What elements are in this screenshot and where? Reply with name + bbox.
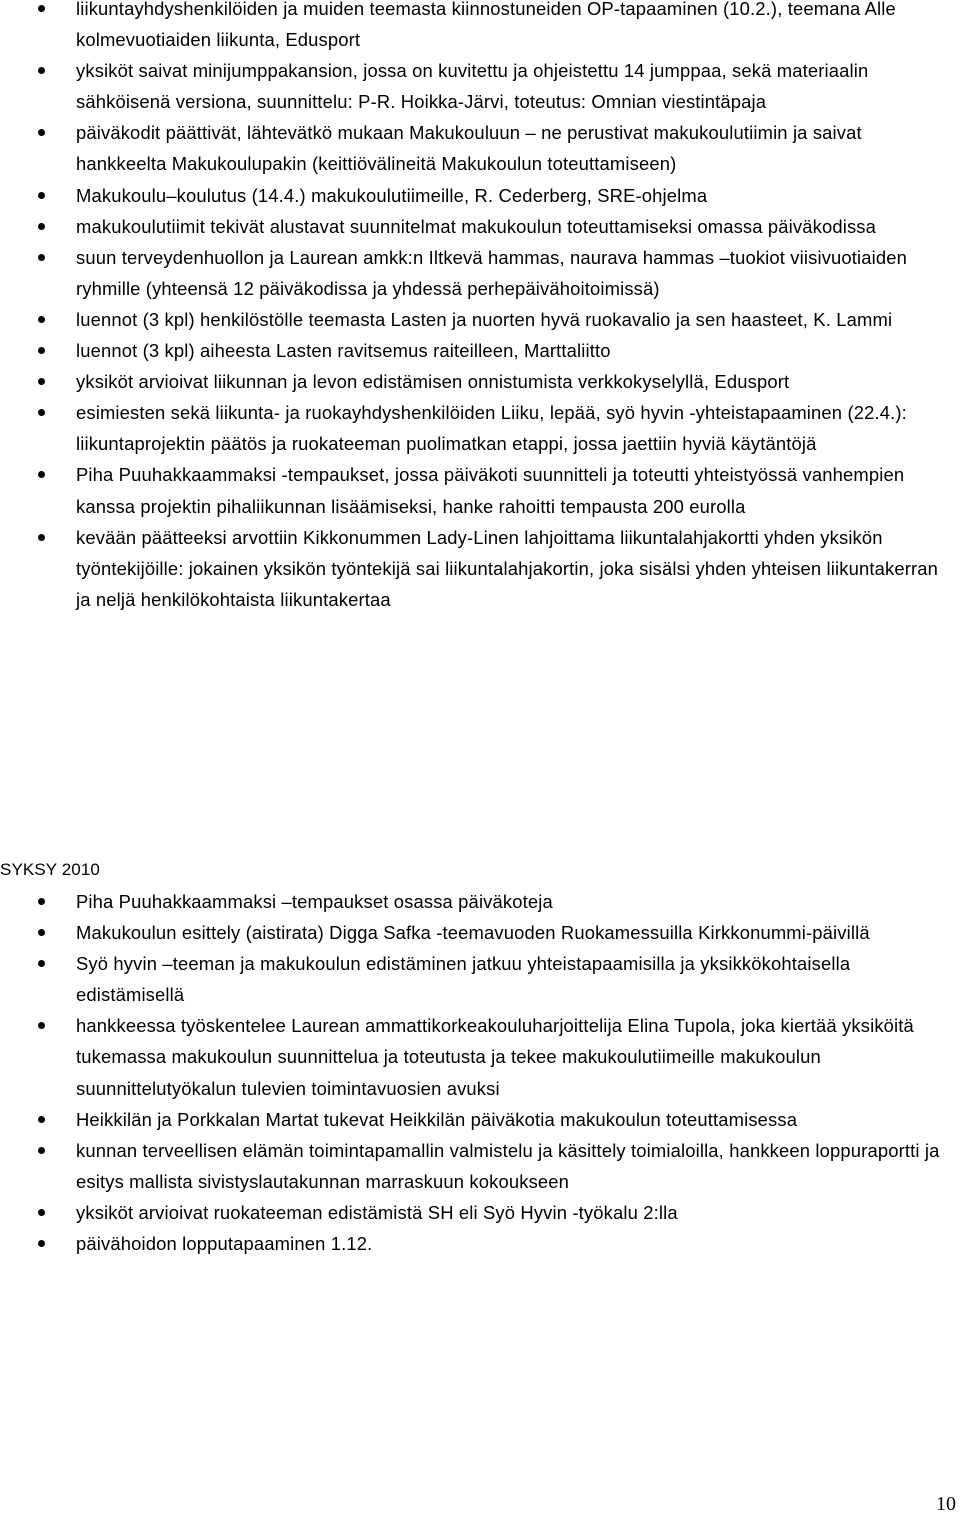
list-item-text: päivähoidon lopputapaaminen 1.12. <box>76 1233 373 1255</box>
list-item-text: Makukoulun esittely (aistirata) Digga Safka -teemavuoden Ruokamessuilla Kirkkonummi-päivillä <box>76 922 870 944</box>
list-item-text: kevään päätteeksi arvottiin Kikkonummen Lady-Linen lahjoittama liikuntalahjakortti yhden yksikön työntekijöille: jokainen yksikön työntekijä sai liikuntalahjakortin, joka sisälsi yhden yhteisen liikuntakerran ja neljä henkilökohtaista liikuntakertaa <box>76 526 939 610</box>
list-item <box>0 397 958 459</box>
list-item-text: liikuntayhdyshenkilöiden ja muiden teemasta kiinnostuneiden OP-tapaaminen (10.2.), teemana Alle kolmevuotiaiden liikunta, Edusport <box>76 0 896 51</box>
bullet-icon <box>38 1147 45 1154</box>
list-item-text: Syö hyvin –teeman ja makukoulun edistäminen jatkuu yhteistapaamisilla ja yksikkökohtaisella edistämisellä <box>76 953 851 1006</box>
list-item-text: luennot (3 kpl) henkilöstölle teemasta Lasten ja nuorten hyvä ruokavalio ja sen haasteet, K. Lammi <box>76 308 893 330</box>
bullet-icon <box>38 409 45 416</box>
list-item <box>0 459 958 521</box>
bullet-icon <box>38 254 45 261</box>
section-heading-autumn: SYKSY 2010 <box>0 860 100 879</box>
page-number: 10 <box>936 1493 956 1515</box>
bullet-icon <box>38 316 45 323</box>
list-item-text: hankkeessa työskentelee Laurean ammattikorkeakouluharjoittelija Elina Tupola, joka kiertää yksiköitä tukemassa makukoulun suunnittelua ja toteutusta ja tekee makukoulutiimeille makukoulun suunnittelutyökalun tulevien toimintavuosien avuksi <box>76 1015 914 1099</box>
spring-activities-list <box>0 0 958 615</box>
list-item <box>0 335 958 366</box>
bullet-icon <box>38 960 45 967</box>
bullet-icon <box>38 1022 45 1029</box>
autumn-activities-list <box>0 886 958 1259</box>
bullet-icon <box>38 1240 45 1247</box>
list-item-text: yksiköt saivat minijumppakansion, jossa on kuvitettu ja ohjeistettu 14 jumppaa, sekä materiaalin sähköisenä versiona, suunnittelu: P-R. Hoikka-Järvi, toteutus: Omnian viestintäpaja <box>76 60 869 113</box>
list-item <box>0 242 958 304</box>
list-item <box>0 1010 958 1103</box>
list-item <box>0 1228 958 1259</box>
list-item-text: kunnan terveellisen elämän toimintapamallin valmistelu ja käsittely toimialoilla, hankkeen loppuraportti ja esitys mallista sivistyslautakunnan marraskuun kokoukseen <box>76 1139 940 1192</box>
list-item <box>0 55 958 117</box>
list-item-text: yksiköt arvioivat liikunnan ja levon edistämisen onnistumista verkkokyselyllä, Edusport <box>76 371 790 393</box>
list-item-text: Makukoulu–koulutus (14.4.) makukoulutiimeille, R. Cederberg, SRE-ohjelma <box>76 184 708 206</box>
list-item-text: yksiköt arvioivat ruokateeman edistämistä SH eli Syö Hyvin -työkalu 2:lla <box>76 1201 678 1223</box>
bullet-icon <box>38 129 45 136</box>
list-item <box>0 304 958 335</box>
list-item-text: päiväkodit päättivät, lähtevätkö mukaan Makukouluun – ne perustivat makukoulutiimin ja saivat hankkeelta Makukoulupakin (keittiövälineitä Makukoulun toteuttamiseen) <box>76 122 862 175</box>
bullet-icon <box>38 471 45 478</box>
list-item <box>0 117 958 179</box>
list-item-text: luennot (3 kpl) aiheesta Lasten ravitsemus raiteilleen, Marttaliitto <box>76 340 611 362</box>
bullet-icon <box>38 192 45 199</box>
list-item-text: suun terveydenhuollon ja Laurean amkk:n Iltkevä hammas, nauravа hammas –tuokiot viisivuotiaiden ryhmille (yhteensä 12 päiväkodissa ja yhdessä perhepäivähoitoimissä) <box>76 246 908 299</box>
list-item <box>0 522 958 615</box>
list-item <box>0 948 958 1010</box>
list-item <box>0 1104 958 1135</box>
bullet-icon <box>38 223 45 230</box>
bullet-icon <box>38 898 45 905</box>
bullet-icon <box>38 1209 45 1216</box>
list-item <box>0 886 958 917</box>
list-item <box>0 1135 958 1197</box>
list-item-text: Heikkilän ja Porkkalan Martat tukevat Heikkilän päiväkotia makukoulun toteuttamisessa <box>76 1108 798 1130</box>
list-item-text: esimiesten sekä liikunta- ja ruokayhdyshenkilöiden Liiku, lepää, syö hyvin -yhteistapaaminen (22.4.): liikuntaprojektin päätös ja ruokateeman puolimatkan etappi, jossa jaettiin hyviä käytäntöjä <box>76 402 907 455</box>
bullet-icon <box>38 5 45 12</box>
list-item <box>0 917 958 948</box>
list-item-text: Piha Puuhakkaammaksi -tempaukset, jossa päiväkoti suunnitteli ja toteutti yhteistyössä vanhempien kanssa projektin pihaliikunnan lisäämiseksi, hanke rahoitti tempausta 200 eurolla <box>76 464 905 517</box>
list-item-text: makukoulutiimit tekivät alustavat suunnitelmat makukoulun toteuttamiseksi omassa päiväkodissa <box>76 215 877 237</box>
list-item-text: Piha Puuhakkaammaksi –tempaukset osassa päiväkoteja <box>76 891 553 912</box>
bullet-icon <box>38 929 45 936</box>
bullet-icon <box>38 378 45 385</box>
bullet-icon <box>38 347 45 354</box>
bullet-icon <box>38 1116 45 1123</box>
bullet-icon <box>38 534 45 541</box>
list-item <box>0 366 958 397</box>
list-item <box>0 1197 958 1228</box>
list-item <box>0 0 958 55</box>
list-item <box>0 180 958 211</box>
bullet-icon <box>38 67 45 74</box>
list-item <box>0 211 958 242</box>
